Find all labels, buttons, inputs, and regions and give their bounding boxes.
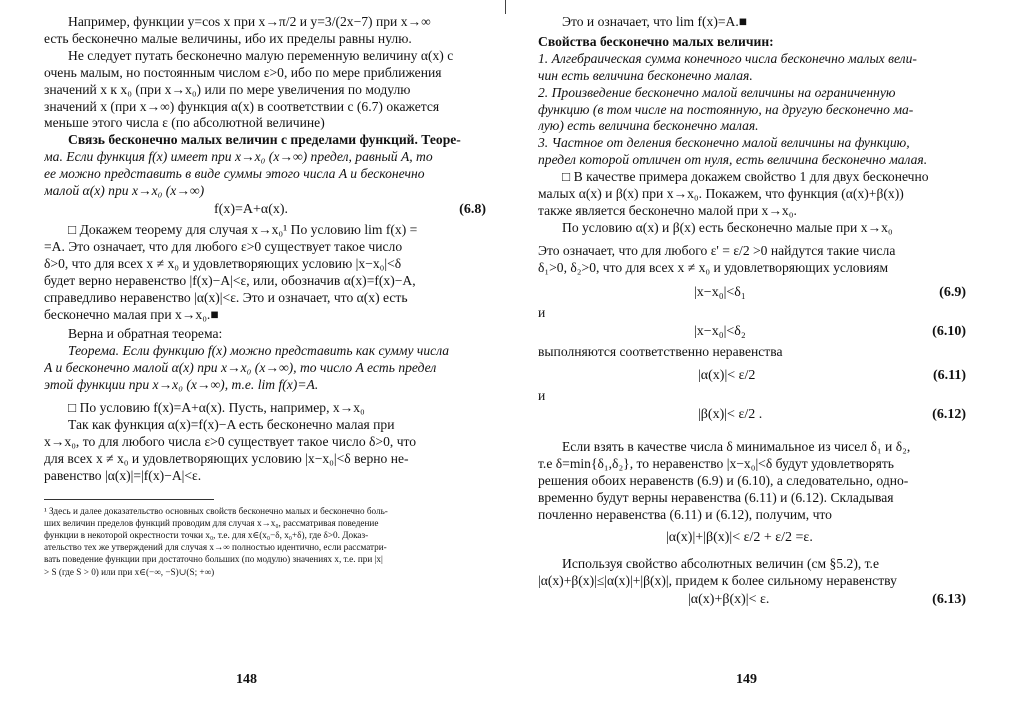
text-line: справедливо неравенство |α(x)|<ε. Это и означает, что α(x) есть <box>44 289 408 305</box>
text-line: малых α(x) и β(x) при x→x₀. Покажем, что функция (α(x)+β(x)) <box>538 186 904 202</box>
text-line: выполняются соответственно неравенства <box>538 343 783 359</box>
equation-6-11 <box>538 368 966 386</box>
text-line: значений x (при x→∞) функция α(x) в соответствии с (6.7) окажется <box>44 98 440 114</box>
text-line: решения обоих неравенств (6.9) и (6.10), а следовательно, одно- <box>538 473 909 489</box>
text-line: меньше этого числа ε (по абсолютной величине) <box>44 115 325 131</box>
text-line: бесконечно малая при x→x₀.■ <box>44 306 219 322</box>
text-line: |α(x)+β(x)|≤|α(x)|+|β(x)|, придем к более сильному неравенству <box>538 572 897 588</box>
text-line: δ₁>0, δ₂>0, что для всех x ≠ x₀ и удовлетворяющих условиям <box>538 259 889 275</box>
text-line: почленно неравенства (6.11) и (6.12), получим, что <box>538 506 832 522</box>
property-text: лую) есть величина бесконечно малая. <box>538 118 759 134</box>
text-line: Верна и обратная теорема: <box>68 326 223 342</box>
footnote-line: функции в некоторой окрестности точки x₀, т.е. для x∈(x₀−δ, x₀+δ), где δ>0. Доказ- <box>44 529 369 540</box>
text-line: δ>0, что для всех x ≠ x₀ и удовлетворяющих условию |x−x₀|<δ <box>44 255 402 271</box>
text-line: есть бесконечно малые величины, ибо их пределы равны нулю. <box>44 30 412 46</box>
text-line: также является бесконечно малой при x→x₀. <box>538 202 797 218</box>
footnote-line: ших величин пределов функций проводим для случая x→x₀, рассматривая поведение <box>44 517 379 528</box>
page-number: 149 <box>736 672 757 687</box>
theorem-text: ее можно представить в виде суммы этого числа A и бесконечно <box>44 166 425 182</box>
page-number: 148 <box>236 672 257 687</box>
text-line: т.е δ=min{δ₁,δ₂}, то неравенство |x−x₀|<δ будут удовлетворять <box>538 456 895 472</box>
section-heading: Связь бесконечно малых величин с пределами функций. Теоре- <box>68 132 461 148</box>
equation-number: (6.10) <box>932 323 966 339</box>
equation-number: (6.11) <box>932 368 966 384</box>
text-line: и <box>538 388 546 404</box>
text-line: □ Докажем теорему для случая x→x₀¹ По условию lim f(x) = <box>68 221 418 237</box>
text-line: равенство |α(x)|=|f(x)−A|<ε. <box>44 467 202 483</box>
theorem-text: этой функции при x→x₀ (x→∞), т.е. lim f(x)=A. <box>44 377 319 393</box>
right-page <box>512 0 1024 724</box>
equation-number: (6.8) <box>459 201 486 217</box>
section-heading: Свойства бесконечно малых величин: <box>538 33 774 49</box>
text-line: очень малым, но постоянным числом ε>0, ибо по мере приближения <box>44 64 442 80</box>
property-text: 3. Частное от деления бесконечно малой величины на функцию, <box>538 135 910 151</box>
text-line: Не следует путать бесконечно малую переменную величину α(x) с <box>68 47 454 63</box>
text-line: временно будут верны неравенства (6.11) и (6.12). Складывая <box>538 490 894 506</box>
book-spine-divider <box>505 0 506 14</box>
equation-6-13 <box>538 592 966 610</box>
equation-expression: |α(x)|< ε/2 <box>698 368 756 384</box>
equation-expression: f(x)=A+α(x). <box>214 201 289 217</box>
equation-number: (6.12) <box>932 407 966 423</box>
footnote-line: ¹ Здесь и далее доказательство основных свойств бесконечно малых и бесконечно боль- <box>44 505 388 516</box>
equation-6-12 <box>538 407 966 425</box>
equation-expression: |α(x)|+|β(x)|< ε/2 + ε/2 =ε. <box>666 529 813 545</box>
text-line: Если взять в качестве числа δ минимальное из чисел δ₁ и δ₂, <box>562 439 911 455</box>
text-line: x→x₀, то для любого числа ε>0 существует такое число δ>0, что <box>44 433 417 449</box>
equation-6-8 <box>44 202 486 220</box>
property-text: функцию (в том числе на постоянную, на другую бесконечно ма- <box>538 101 914 117</box>
equation-6-10 <box>538 324 966 342</box>
equation-expression: |α(x)+β(x)|< ε. <box>688 591 770 607</box>
text-line: и <box>538 304 546 320</box>
property-text: 1. Алгебраическая сумма конечного числа бесконечно малых вели- <box>538 50 917 66</box>
theorem-text: Теорема. Если функцию f(x) можно представить как сумму числа <box>68 343 450 359</box>
footnote-line: вать поведение функции при достаточно больших (по модулю) значениях x, т.е. при |x| <box>44 554 383 565</box>
theorem-text: малой α(x) при x→x₀ (x→∞) <box>44 183 205 199</box>
equation-expression: |x−x₀|<δ₂ <box>694 323 746 339</box>
footnote-line: > S (где S > 0) или при x∈(−∞, −S)∪(S; +∞) <box>44 566 215 577</box>
footnote-line: ательство тех же утверждений для случая x→∞ полностью идентично, если рассматри- <box>44 542 387 553</box>
equation-expression: |x−x₀|<δ₁ <box>694 284 746 300</box>
footnote-divider <box>44 499 214 500</box>
text-line: Это и означает, что lim f(x)=A.■ <box>562 14 747 29</box>
equation-number: (6.13) <box>932 591 966 607</box>
equation-sum <box>538 530 966 548</box>
equation-number: (6.9) <box>939 284 966 300</box>
text-line: Так как функция α(x)=f(x)−A есть бесконечно малая при <box>68 416 395 432</box>
equation-6-9 <box>538 285 966 303</box>
text-line: =A. Это означает, что для любого ε>0 существует такое число <box>44 238 403 254</box>
text-line: □ По условию f(x)=A+α(x). Пусть, например, x→x₀ <box>68 400 365 416</box>
text-line: Это означает, что для любого ε' = ε/2 >0 найдутся такие числа <box>538 242 896 258</box>
theorem-text: ма. Если функция f(x) имеет при x→x₀ (x→∞) предел, равный A, то <box>44 149 433 165</box>
equation-expression: |β(x)|< ε/2 . <box>698 407 763 423</box>
left-page <box>0 0 500 724</box>
text-line: значений x к x₀ (при x→x₀) или по мере увеличения по модулю <box>44 81 411 97</box>
property-text: чин есть величина бесконечно малая. <box>538 67 753 83</box>
theorem-text: A и бесконечно малой α(x) при x→x₀ (x→∞), то число A есть предел <box>44 360 437 376</box>
text-line: По условию α(x) и β(x) есть бесконечно малые при x→x₀ <box>562 219 893 235</box>
text-line: Используя свойство абсолютных величин (см §5.2), т.е <box>562 555 879 571</box>
text-line: □ В качестве примера докажем свойство 1 для двух бесконечно <box>562 169 929 185</box>
text-line: для всех x ≠ x₀ и удовлетворяющих условию |x−x₀|<δ верно не- <box>44 450 409 466</box>
property-text: 2. Произведение бесконечно малой величины на ограниченную <box>538 84 896 100</box>
text-line: будет верно неравенство |f(x)−A|<ε, или, обозначив α(x)=f(x)−A, <box>44 272 416 288</box>
property-text: предел которой отличен от нуля, есть величина бесконечно малая. <box>538 152 928 168</box>
text-line: Например, функции y=cos x при x→π/2 и y=3/(2x−7) при x→∞ <box>68 14 431 29</box>
